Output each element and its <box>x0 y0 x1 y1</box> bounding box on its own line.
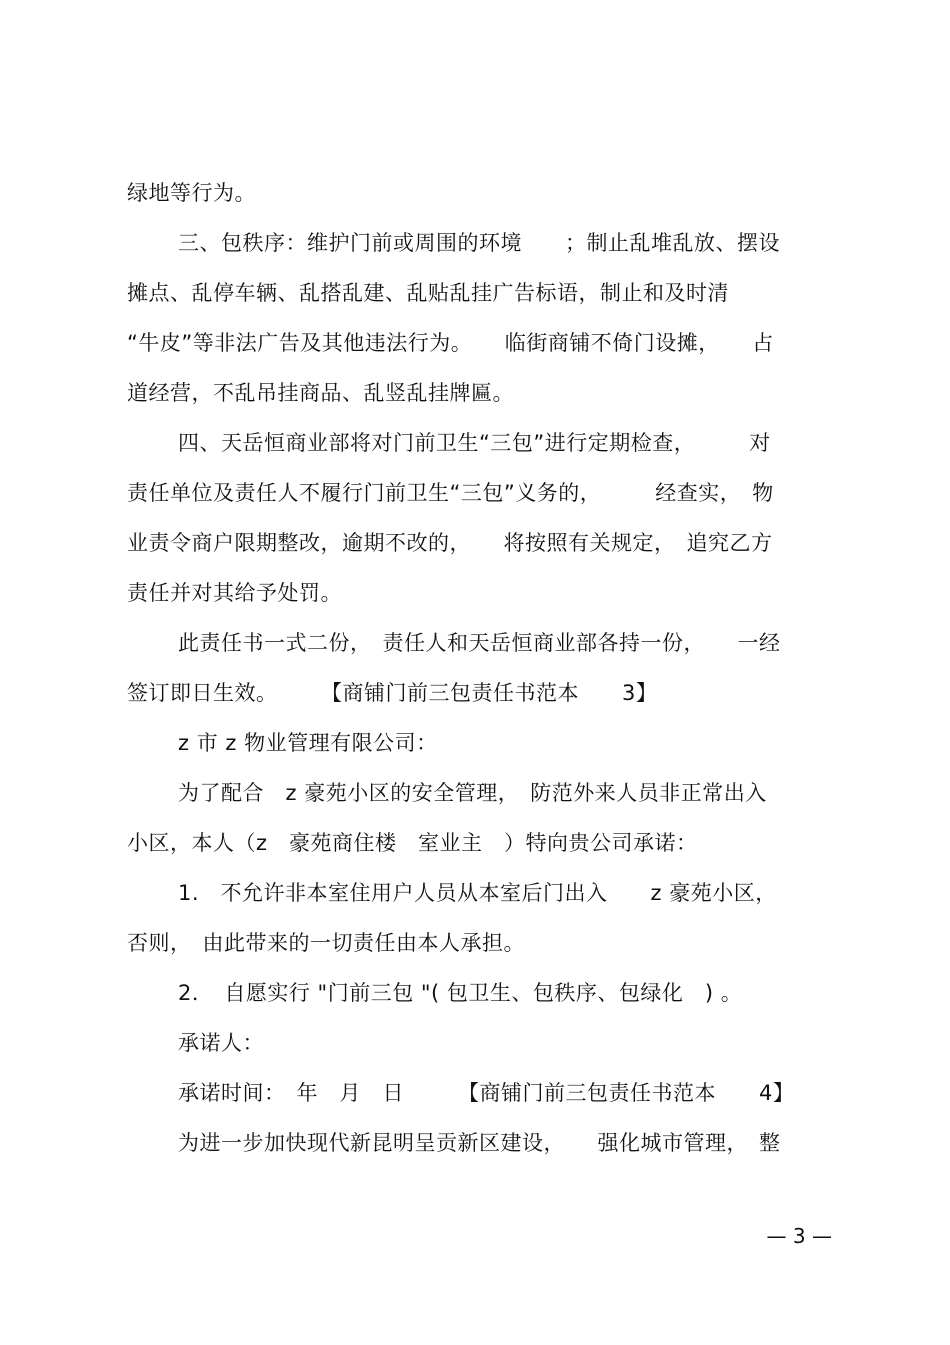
paragraph-line-13: 为了配合 z 豪苑小区的安全管理， 防范外来人员非正常出入 <box>178 781 767 805</box>
paragraph-line-7: 责任单位及责任人不履行门前卫生“三包”义务的， 经查实， 物 <box>127 481 774 505</box>
paragraph-line-19: 承诺时间： 年 月 日 【商铺门前三包责任书范本 4】 <box>178 1081 795 1105</box>
paragraph-line-9: 责任并对其给予处罚。 <box>127 581 342 605</box>
paragraph-line-18: 承诺人： <box>178 1031 264 1055</box>
paragraph-line-5: 道经营，不乱吊挂商品、乱竖乱挂牌匾。 <box>127 381 514 405</box>
paragraph-line-17: 2． 自愿实行 "门前三包 "( 包卫生、包秩序、包绿化 ) 。 <box>178 981 743 1005</box>
paragraph-line-8: 业责令商户限期整改，逾期不改的， 将按照有关规定， 追究乙方 <box>127 531 773 555</box>
paragraph-line-20: 为进一步加快现代新昆明呈贡新区建设， 强化城市管理， 整 <box>178 1131 781 1155</box>
paragraph-line-4: “牛皮”等非法广告及其他违法行为。 临街商铺不倚门设摊， 占 <box>127 331 774 355</box>
paragraph-line-16: 否则， 由此带来的一切责任由本人承担。 <box>127 931 525 955</box>
paragraph-line-14: 小区，本人（z 豪苑商住楼 室业主 ）特向贵公司承诺： <box>127 831 698 855</box>
paragraph-line-15: 1. 不允许非本室住用户人员从本室后门出入 z 豪苑小区， <box>178 881 777 905</box>
paragraph-line-10: 此责任书一式二份， 责任人和天岳恒商业部各持一份， 一经 <box>178 631 781 655</box>
paragraph-line-1: 绿地等行为。 <box>127 181 256 205</box>
paragraph-line-3: 摊点、乱停车辆、乱搭乱建、乱贴乱挂广告标语，制止和及时清 <box>127 281 729 305</box>
paragraph-line-6: 四、天岳恒商业部将对门前卫生“三包”进行定期检查， 对 <box>178 431 771 455</box>
paragraph-line-12: z 市 z 物业管理有限公司： <box>178 731 438 755</box>
paragraph-line-11: 签订即日生效。 【商铺门前三包责任书范本 3】 <box>127 681 658 705</box>
page-number: — 3 — <box>766 1224 832 1248</box>
paragraph-line-2: 三、包秩序：维护门前或周围的环境 ；制止乱堆乱放、摆设 <box>178 231 780 255</box>
